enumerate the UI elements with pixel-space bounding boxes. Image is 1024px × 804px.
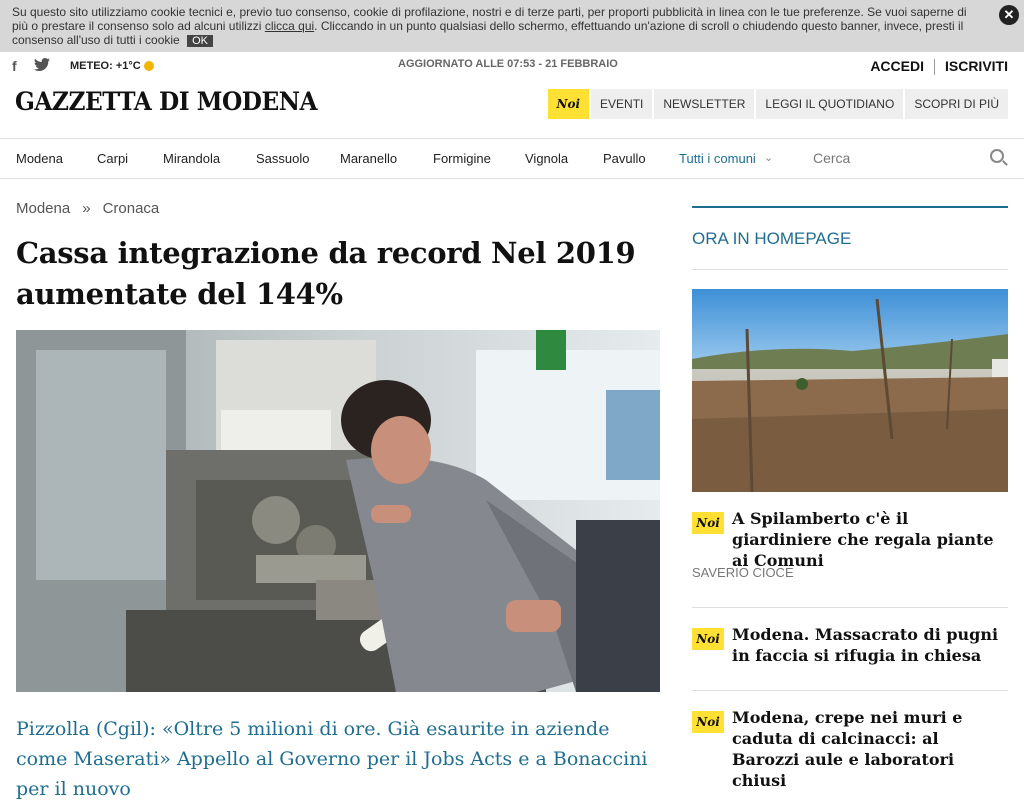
close-icon[interactable]: ✕ — [999, 5, 1019, 25]
cookie-ok-button[interactable]: OK — [187, 35, 213, 47]
story-divider — [692, 690, 1008, 691]
breadcrumb-separator: » — [82, 200, 91, 217]
sidebar-story[interactable] — [692, 508, 1008, 580]
nav-item-sassuolo[interactable]: Sassuolo — [256, 151, 310, 166]
sun-icon — [144, 61, 154, 71]
nav-item-mirandola[interactable]: Mirandola — [163, 151, 221, 166]
story-title[interactable]: Modena. Massacrato di pugni in faccia si rifugia in chiesa — [732, 625, 999, 665]
signup-link[interactable]: ISCRIVITI — [944, 58, 1008, 74]
twitter-bird-icon — [34, 58, 50, 71]
nav-item-carpi[interactable]: Carpi — [97, 151, 129, 166]
noi-badge: Noi — [692, 711, 724, 733]
scopri-link[interactable]: SCOPRI DI PIÙ — [905, 89, 1008, 119]
cookie-banner[interactable] — [0, 0, 1024, 52]
twitter-icon[interactable] — [34, 58, 50, 74]
story-divider — [692, 607, 1008, 608]
search-input[interactable]: Cerca — [813, 150, 851, 166]
nav-item-maranello[interactable]: Maranello — [340, 151, 398, 166]
nav-item-pavullo[interactable]: Pavullo — [603, 151, 646, 166]
story-author: SAVERIO CIOCE — [692, 565, 794, 580]
noi-link[interactable]: Noi — [548, 89, 590, 119]
article-photo — [16, 330, 660, 692]
search-icon[interactable] — [990, 149, 1004, 163]
leggi-quotidiano-link[interactable]: LEGGI IL QUOTIDIANO — [756, 89, 903, 119]
social-links — [12, 58, 64, 74]
updated-timestamp: AGGIORNATO ALLE 07:53 - 21 FEBBRAIO — [398, 58, 618, 70]
breadcrumb — [16, 200, 159, 217]
login-link[interactable]: ACCEDI — [870, 58, 924, 74]
nav-item-modena[interactable]: Modena — [16, 151, 63, 166]
newsletter-link[interactable]: NEWSLETTER — [654, 89, 754, 119]
divider — [934, 59, 935, 75]
breadcrumb-cronaca[interactable]: Cronaca — [102, 200, 160, 217]
top-bar — [0, 52, 1024, 80]
chevron-down-icon[interactable]: ⌄ — [764, 152, 774, 164]
nav-item-vignola[interactable]: Vignola — [525, 151, 569, 166]
sidebar-photo[interactable] — [692, 289, 1008, 492]
weather-text: METEO: +1°C — [70, 60, 141, 72]
auth-links — [870, 58, 1008, 75]
article-summary: Pizzolla (Cgil): «Oltre 5 milioni di ore. Già esaurite in aziende come Maserati» Appello al Governo per il Jobs Acts e a Bonaccini per il nuovo — [16, 718, 648, 800]
sidebar-title: ORA IN HOMEPAGE — [692, 229, 852, 248]
article-title: Cassa integrazione da record Nel 2019 aumentate del 144% — [16, 236, 636, 311]
story-title[interactable]: Modena, crepe nei muri e caduta di calcinacci: al Barozzi aule e laboratori chiusi — [732, 708, 963, 790]
cookie-text-2: . Cliccando in un punto qualsiasi dello schermo, effettuando un'azione di scroll o chiudendo questo banner, invece, presti il consenso all'uso di tutti i cookie — [12, 19, 964, 47]
weather-readout[interactable] — [70, 60, 154, 72]
site-logo[interactable]: GAZZETTA DI MODENA — [15, 87, 318, 116]
noi-badge: Noi — [692, 512, 724, 534]
cookie-text: Su questo sito utilizziamo cookie tecnici e, previo tuo consenso, cookie di profilazione, nostri e di terze parti, per proporti pubblicità in linea con le tue preferenze. Se vuoi saperne di più o prestare il consenso solo ad alcuni utilizzi — [12, 5, 967, 33]
nav-item-tutti-comuni[interactable]: Tutti i comuni — [679, 151, 756, 166]
story-title[interactable]: A Spilamberto c'è il giardiniere che regala piante ai Comuni — [732, 509, 994, 570]
cookie-more-link[interactable]: clicca qui — [264, 19, 315, 33]
nav-item-formigine[interactable]: Formigine — [433, 151, 491, 166]
facebook-icon[interactable]: f — [12, 58, 17, 74]
sidebar-divider — [692, 269, 1008, 270]
quick-links — [548, 89, 1009, 119]
eventi-link[interactable]: EVENTI — [591, 89, 652, 119]
sidebar-story[interactable] — [692, 707, 1008, 791]
noi-badge: Noi — [692, 628, 724, 650]
main-nav — [0, 138, 1024, 179]
sidebar-top-rule — [692, 206, 1008, 208]
worker-machine-image — [16, 330, 660, 692]
sidebar-story[interactable] — [692, 624, 1008, 666]
field-trees-image — [692, 289, 1008, 492]
breadcrumb-modena[interactable]: Modena — [16, 200, 71, 217]
